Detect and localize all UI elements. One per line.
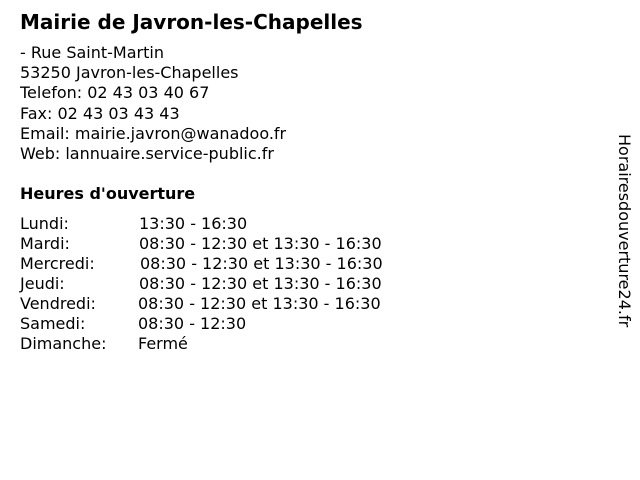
time-value: Fermé xyxy=(138,334,188,353)
contact-block xyxy=(20,43,286,164)
web-line: Web: lannuaire.service-public.fr xyxy=(20,144,274,164)
day-label: Dimanche: xyxy=(20,334,107,353)
day-label: Samedi: xyxy=(20,314,86,333)
fax-line: Fax: 02 43 03 43 43 xyxy=(20,103,180,123)
time-value: 08:30 - 12:30 et 13:30 - 16:30 xyxy=(140,254,383,273)
page-title: Mairie de Javron-les-Chapelles xyxy=(20,10,363,34)
email-line: Email: mairie.javron@wanadoo.fr xyxy=(20,123,287,143)
time-value: 13:30 - 16:30 xyxy=(139,214,248,233)
day-label: Mardi: xyxy=(20,234,70,253)
side-brand: Horairesdouverture24.fr xyxy=(615,134,634,328)
day-label: Vendredi: xyxy=(20,294,96,313)
phone-line: Telefon: 02 43 03 40 67 xyxy=(20,83,210,103)
hours-heading: Heures d'ouverture xyxy=(20,184,196,203)
time-value: 08:30 - 12:30 et 13:30 - 16:30 xyxy=(139,234,382,253)
time-value: 08:30 - 12:30 xyxy=(138,314,247,333)
time-value: 08:30 - 12:30 et 13:30 - 16:30 xyxy=(138,294,381,313)
day-label: Mercredi: xyxy=(20,254,95,273)
day-label: Lundi: xyxy=(20,214,69,233)
day-label: Jeudi: xyxy=(20,274,65,293)
address-city: 53250 Javron-les-Chapelles xyxy=(20,63,239,83)
time-value: 08:30 - 12:30 et 13:30 - 16:30 xyxy=(139,274,382,293)
address-street: - Rue Saint-Martin xyxy=(20,43,164,62)
